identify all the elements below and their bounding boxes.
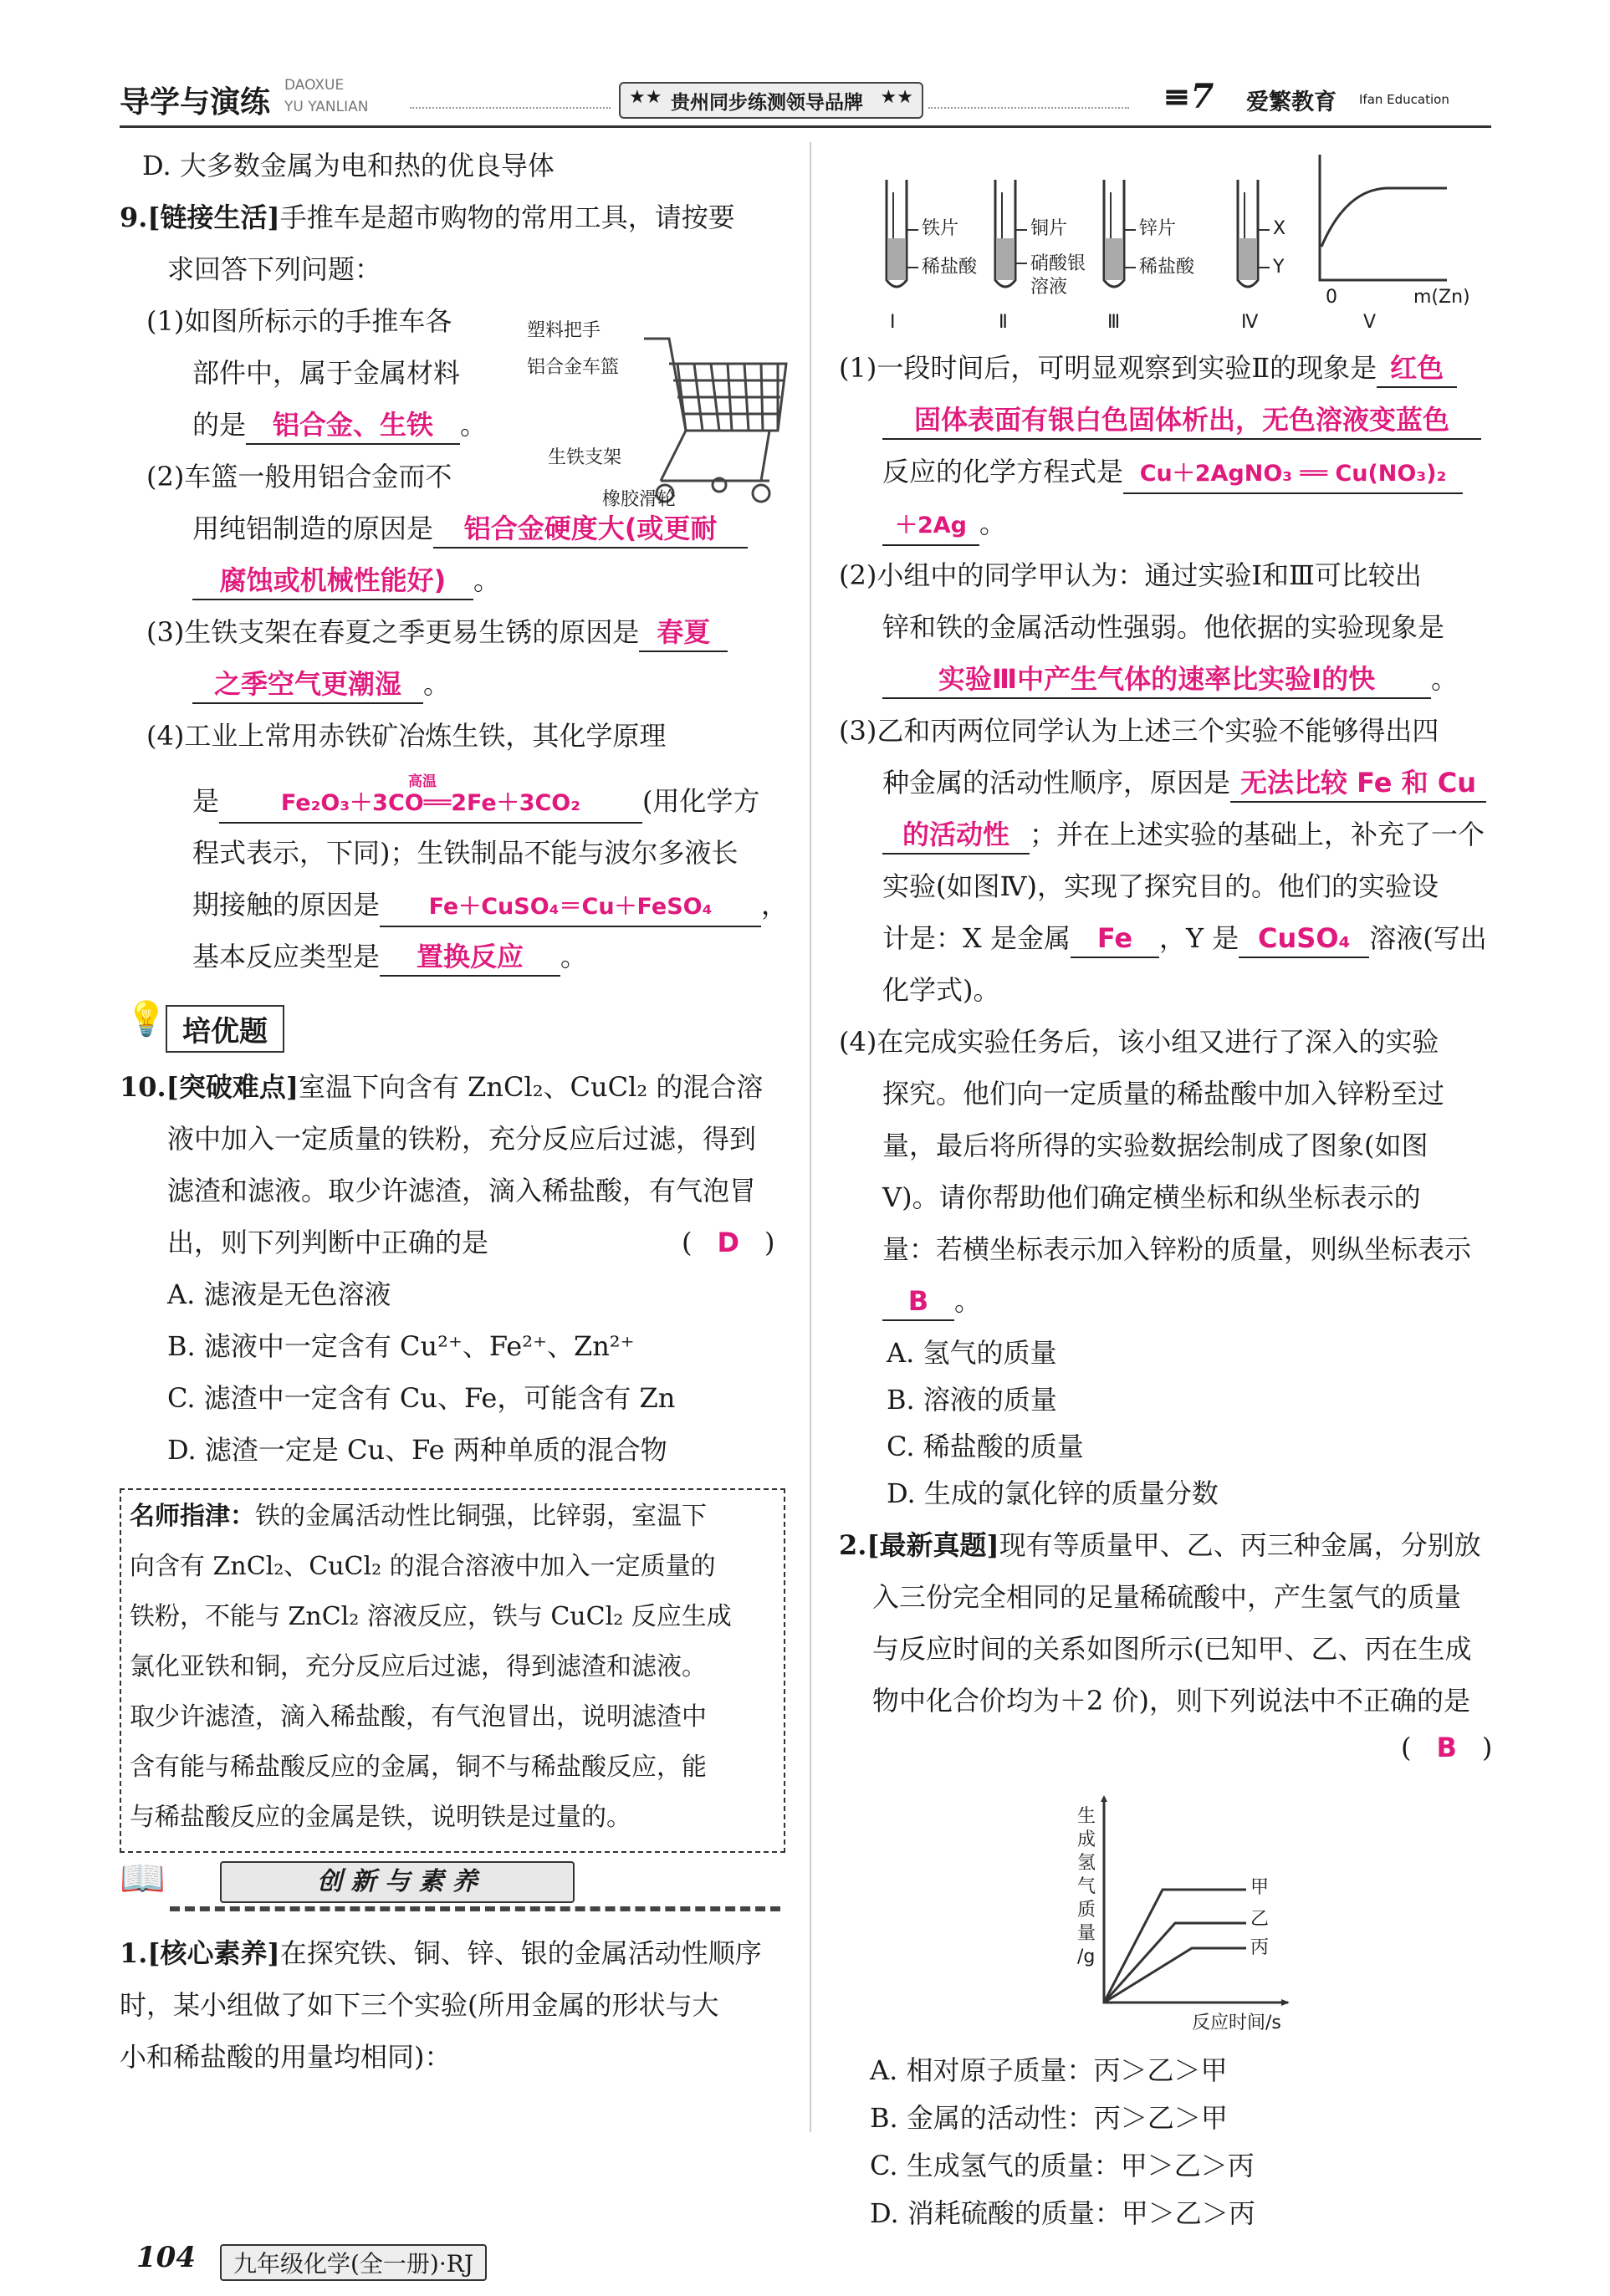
- r2-answer: 实验Ⅲ中产生气体的速率比实验Ⅰ的快: [882, 661, 1431, 699]
- hint-line-4: 氯化亚铁和铜，充分反应后过滤，得到滤渣和滤液。: [130, 1652, 707, 1681]
- section-banner: [120, 1856, 780, 1915]
- r1-line-3: [882, 448, 1463, 495]
- hint-tag: 名师指津：: [130, 1502, 255, 1531]
- figure-number-5: Ⅴ: [1363, 312, 1377, 333]
- q9-4-line-4: [192, 881, 788, 928]
- q2-number: 2.: [839, 1529, 867, 1561]
- q9-4-line-2: [192, 773, 760, 824]
- r3-line-6: 化学式)。: [882, 974, 1000, 1006]
- q9-number: 9.: [120, 202, 148, 233]
- q10-option-b: B. 滤液中一定含有 Cu²⁺、Fe²⁺、Zn²⁺: [167, 1330, 635, 1362]
- brand-logo-icon: ≡7: [1163, 77, 1214, 116]
- lightbulb-icon: 💡: [125, 1000, 167, 1038]
- c1-number: 1.: [120, 1937, 148, 1969]
- r3-line-4: 实验(如图Ⅳ)，实现了探究目的。他们的实验设: [882, 870, 1439, 902]
- r3-text-5b: ，Y 是: [1158, 922, 1239, 954]
- header-underline: [120, 125, 1491, 128]
- tube-2-label-b: 硝酸银: [1030, 253, 1086, 274]
- r3-prefix: 种金属的活动性顺序，原因是: [882, 767, 1231, 798]
- q9-2-line-3: [192, 557, 500, 604]
- r4-suffix: 。: [954, 1285, 982, 1317]
- cart-label-wheel: 橡胶滑轮: [602, 489, 677, 510]
- q9-2-suffix: 。: [473, 564, 501, 596]
- r4-option-c: C. 稀盐酸的质量: [887, 1431, 1084, 1462]
- q9-3-suffix: 。: [423, 668, 451, 700]
- r3-answer-4: CuSO₄: [1239, 920, 1369, 958]
- header-badge-text: 贵州同步练测领导品牌: [671, 92, 863, 114]
- graph-series-bing: 丙: [1250, 1937, 1270, 1958]
- q10-tag: [突破难点]: [166, 1071, 299, 1103]
- r1-prefix: (1)一段时间后，可明显观察到实验Ⅱ的现象是: [839, 352, 1377, 384]
- r4-line-5: 量：若横坐标表示加入锌粉的质量，则纵坐标表示: [882, 1233, 1472, 1265]
- q9-tag: [链接生活]: [147, 202, 280, 233]
- q9-4-line-5: [192, 933, 587, 980]
- q10-line-4: 出，则下列判断中正确的是: [167, 1227, 489, 1258]
- c1-line-2: 时，某小组做了如下三个实验(所用金属的形状与大: [120, 1989, 719, 2021]
- r1-line-2: [882, 396, 1481, 443]
- paren-left: (: [682, 1227, 693, 1258]
- r4-option-b: B. 溶液的质量: [887, 1384, 1057, 1416]
- graph-series-yi: 乙: [1250, 1909, 1270, 1930]
- q9-4-prefix: 是: [192, 785, 220, 817]
- hint-line-2: 向含有 ZnCl₂、CuCl₂ 的混合溶液中加入一定质量的: [130, 1552, 716, 1581]
- header-brand-en: Ifan Education: [1359, 92, 1449, 107]
- hydrogen-graph: [1071, 1793, 1321, 2044]
- r1-suffix: 。: [979, 508, 1007, 539]
- paren-right: ): [764, 1227, 775, 1258]
- c1-text-1: 在探究铁、铜、锌、银的金属活动性顺序: [279, 1937, 762, 1969]
- r4-line-3: 量，最后将所得的实验数据绘制成了图象(如图: [882, 1130, 1429, 1161]
- r1-line-4: [882, 500, 1006, 547]
- q2-line-1: [839, 1522, 1481, 1569]
- q2-option-b: B. 金属的活动性：丙＞乙＞甲: [870, 2102, 1228, 2134]
- q10-text-1: 室温下向含有 ZnCl₂、CuCl₂ 的混合溶: [298, 1071, 764, 1103]
- header: [0, 67, 1610, 142]
- tube-2-label-c: 溶液: [1030, 277, 1068, 298]
- q9-3-line-2: [192, 661, 450, 707]
- q10-number: 10.: [120, 1071, 166, 1103]
- r3-answer-1: 无法比较 Fe 和 Cu: [1230, 764, 1486, 803]
- q9-3-answer-2: 之季空气更潮湿: [192, 666, 423, 704]
- figure-number-4: Ⅳ: [1241, 312, 1259, 333]
- test-tubes-icon: [870, 146, 1489, 343]
- q9-1-suffix: 。: [460, 409, 488, 441]
- r4-line-2: 探究。他们向一定质量的稀盐酸中加入锌粉至过: [882, 1078, 1445, 1110]
- r4-line-6: [882, 1278, 981, 1324]
- c1-line-1: [120, 1930, 762, 1977]
- q9-4-line-3: 程式表示，下同)；生铁制品不能与波尔多液长: [192, 837, 739, 869]
- header-brand: 爱繁教育: [1246, 89, 1337, 115]
- hint-line-1: [130, 1493, 707, 1540]
- q2-option-a: A. 相对原子质量：丙＞乙＞甲: [870, 2054, 1228, 2086]
- banner-title: 创 新 与 素 养: [220, 1861, 575, 1903]
- q10-answer: D: [717, 1227, 740, 1258]
- r2-suffix: 。: [1431, 663, 1459, 695]
- q2-answer-bracket: [1401, 1724, 1492, 1771]
- hint-line-6: 含有能与稀盐酸反应的金属，铜不与稀盐酸反应，能: [130, 1753, 707, 1782]
- r1-answer-3: Cu＋2AgNO₃ ══ Cu(NO₃)₂: [1123, 456, 1463, 494]
- book-icon: 📖: [120, 1857, 166, 1900]
- r3-answer-3: Fe: [1071, 920, 1159, 958]
- q9-text-1: 手推车是超市购物的常用工具，请按要: [279, 202, 735, 233]
- tube-4-label-x: X: [1273, 218, 1286, 239]
- section-title: 培优题: [166, 1005, 284, 1053]
- paren-left: (: [1401, 1732, 1412, 1763]
- q9-1-line-3: [192, 401, 487, 448]
- r4-option-d: D. 生成的氯化锌的质量分数: [887, 1477, 1219, 1509]
- r3-line-3: [882, 811, 1485, 858]
- q9-4-prefix-2: 期接触的原因是: [192, 889, 381, 921]
- q10-answer-bracket: [682, 1219, 775, 1266]
- q2-line-2: 入三份完全相同的足量稀硫酸中，产生氢气的质量: [872, 1581, 1462, 1613]
- q9-1-answer: 铝合金、生铁: [246, 406, 460, 445]
- q9-line-2: 求回答下列问题：: [167, 253, 382, 285]
- footer: [120, 2241, 705, 2283]
- c1-line-3: 小和稀盐酸的用量均相同)：: [120, 2041, 452, 2073]
- q2-line-4: 物中化合价均为＋2 价)，则下列说法中不正确的是: [872, 1685, 1471, 1717]
- figure-number-1: Ⅰ: [890, 312, 896, 333]
- footer-book-title: 九年级化学(全一册)·RJ: [220, 2244, 487, 2281]
- q9-1-prefix: 的是: [192, 409, 247, 441]
- q2-option-d: D. 消耗硫酸的质量：甲＞乙＞丙: [870, 2197, 1255, 2229]
- q2-line-3: 与反应时间的关系如图所示(已知甲、乙、丙在生成: [872, 1633, 1472, 1665]
- banner-rule: [170, 1906, 780, 1911]
- graph-series-jia: 甲: [1250, 1877, 1270, 1898]
- q9-3-answer-1: 春夏: [639, 614, 728, 652]
- q2-text-1: 现有等质量甲、乙、丙三种金属，分别放: [999, 1529, 1481, 1561]
- r3-answer-2: 的活动性: [882, 816, 1030, 855]
- graph-y-label-1: 生: [1077, 1806, 1096, 1827]
- q2-option-c: C. 生成氢气的质量：甲＞乙＞丙: [870, 2150, 1255, 2181]
- figure-number-3: Ⅲ: [1107, 312, 1121, 333]
- test-tubes-figure: [870, 146, 1489, 343]
- q9-2-prefix: 用纯铝制造的原因是: [192, 513, 434, 544]
- paren-right: ): [1481, 1732, 1493, 1763]
- q9-4-suffix-1: (用化学方: [642, 785, 760, 817]
- graph-y-label-3: 氢: [1077, 1853, 1096, 1874]
- tube-1-label-b: 稀盐酸: [922, 257, 978, 278]
- tube-4-label-y: Y: [1273, 257, 1285, 278]
- q10-line-2: 液中加入一定质量的铁粉，充分反应后过滤，得到: [167, 1123, 757, 1155]
- hydrogen-graph-svg: [1071, 1793, 1321, 2044]
- q9-4-prefix-3: 基本反应类型是: [192, 941, 381, 972]
- q9-4-answer-1: Fe₂O₃＋3CO══2Fe＋3CO₂: [280, 790, 581, 816]
- q9-1-line-2: 部件中，属于金属材料: [192, 357, 461, 389]
- q9-3-line-1: [146, 609, 728, 656]
- graph-y-label-5: 质: [1077, 1900, 1096, 1921]
- graph-y-label-6: 量: [1077, 1923, 1096, 1944]
- r1-line-1: [839, 344, 1457, 391]
- q9-2-line-1: (2)车篮一般用铝合金而不: [146, 461, 452, 492]
- graph-y-label-7: /g: [1077, 1946, 1096, 1967]
- header-rule-right: [928, 107, 1129, 109]
- header-title: 导学与演练: [120, 85, 271, 120]
- cart-label-handle: 塑料把手: [527, 320, 601, 341]
- q2-tag: [最新真题]: [866, 1529, 999, 1561]
- graph-y-label-2: 成: [1077, 1829, 1096, 1850]
- q10-option-c: C. 滤渣中一定含有 Cu、Fe，可能含有 Zn: [167, 1382, 676, 1414]
- r2-line-2: 锌和铁的金属活动性强弱。他依据的实验现象是: [882, 611, 1445, 643]
- hint-text-1: 铁的金属活动性比铜强，比锌弱，室温下: [255, 1502, 707, 1531]
- graph-x-label: m(Zn): [1413, 287, 1470, 308]
- tube-2-label-a: 铜片: [1030, 218, 1068, 239]
- q9-4-answer-2: Fe＋CuSO₄＝Cu＋FeSO₄: [380, 889, 761, 927]
- graph-y-label-4: 气: [1077, 1876, 1096, 1897]
- r3-text-5a: 计是：X 是金属: [882, 922, 1071, 954]
- cart-label-basket: 铝合金车篮: [527, 357, 620, 378]
- hint-line-5: 取少许滤渣，滴入稀盐酸，有气泡冒出，说明滤渣中: [130, 1702, 707, 1732]
- q9-4-equation: [219, 773, 642, 824]
- graph-origin: 0: [1326, 287, 1337, 308]
- r3-text-5c: 溶液(写出: [1369, 922, 1487, 954]
- graph-x-axis-label: 反应时间/s: [1192, 2013, 1281, 2033]
- hint-line-7: 与稀盐酸反应的金属是铁，说明铁是过量的。: [130, 1803, 631, 1832]
- q9-2-answer-1: 铝合金硬度大(或更耐: [433, 510, 748, 548]
- header-pinyin-1: DAOXUE: [284, 77, 345, 94]
- r2-line-3: [882, 656, 1458, 702]
- q10-option-a: A. 滤液是无色溶液: [167, 1278, 391, 1310]
- c1-tag: [核心素养]: [147, 1937, 280, 1969]
- star-icon: ★★: [629, 87, 662, 108]
- q2-answer: B: [1436, 1732, 1457, 1763]
- q9-2-answer-2: 腐蚀或机械性能好): [192, 562, 473, 600]
- column-divider: [810, 142, 811, 2132]
- tube-3-label-a: 锌片: [1139, 218, 1177, 239]
- page-number: 104: [136, 2241, 196, 2274]
- figure-number-2: Ⅱ: [999, 312, 1008, 333]
- r1-prefix-2: 反应的化学方程式是: [882, 456, 1124, 487]
- q9-4-suffix-2: ，: [761, 889, 789, 921]
- r4-option-a: A. 氢气的质量: [887, 1337, 1057, 1369]
- q8-option-d: D. 大多数金属为电和热的优良导体: [142, 150, 555, 181]
- header-rule-left: [410, 107, 611, 109]
- q9-4-condition: 高温: [408, 773, 437, 790]
- r1-answer-2: 固体表面有银白色固体析出，无色溶液变蓝色: [882, 401, 1481, 440]
- r3-line-1: (3)乙和丙两位同学认为上述三个实验不能够得出四: [839, 715, 1439, 747]
- star-icon: ★★: [880, 87, 913, 108]
- cart-label-frame: 生铁支架: [548, 447, 622, 468]
- r1-answer-4: ＋2Ag: [882, 508, 979, 546]
- q9-4-suffix-3: 。: [560, 941, 588, 972]
- header-badge: [619, 82, 923, 119]
- q10-line-1: [120, 1064, 763, 1110]
- q10-line-3: 滤渣和滤液。取少许滤渣，滴入稀盐酸，有气泡冒: [167, 1175, 757, 1207]
- hint-line-3: 铁粉，不能与 ZnCl₂ 溶液反应，铁与 CuCl₂ 反应生成: [130, 1602, 732, 1631]
- q9-4-line-1: (4)工业上常用赤铁矿冶炼生铁，其化学原理: [146, 720, 667, 752]
- q9-1-line-1: (1)如图所标示的手推车各: [146, 305, 452, 337]
- header-pinyin-2: YU YANLIAN: [284, 99, 369, 115]
- q10-option-d: D. 滤渣一定是 Cu、Fe 两种单质的混合物: [167, 1434, 667, 1466]
- q9-4-answer-3: 置换反应: [380, 938, 560, 977]
- r4-line-4: Ⅴ)。请你帮助他们确定横坐标和纵坐标表示的: [882, 1181, 1421, 1213]
- tube-3-label-b: 稀盐酸: [1139, 257, 1195, 278]
- tube-1-label-a: 铁片: [922, 218, 959, 239]
- r4-line-1: (4)在完成实验任务后，该小组又进行了深入的实验: [839, 1026, 1439, 1058]
- q9-3-prefix: (3)生铁支架在春夏之季更易生锈的原因是: [146, 616, 640, 648]
- r3-line-2: [882, 759, 1486, 806]
- r1-answer-1: 红色: [1377, 350, 1457, 388]
- q9-line-1: [120, 194, 735, 241]
- r3-line-5: [882, 915, 1487, 962]
- r3-text-3: ；并在上述实验的基础上，补充了一个: [1030, 819, 1485, 850]
- r2-line-1: (2)小组中的同学甲认为：通过实验Ⅰ和Ⅲ可比较出: [839, 559, 1422, 591]
- r4-answer: B: [882, 1283, 954, 1321]
- shopping-cart-figure: [519, 305, 795, 523]
